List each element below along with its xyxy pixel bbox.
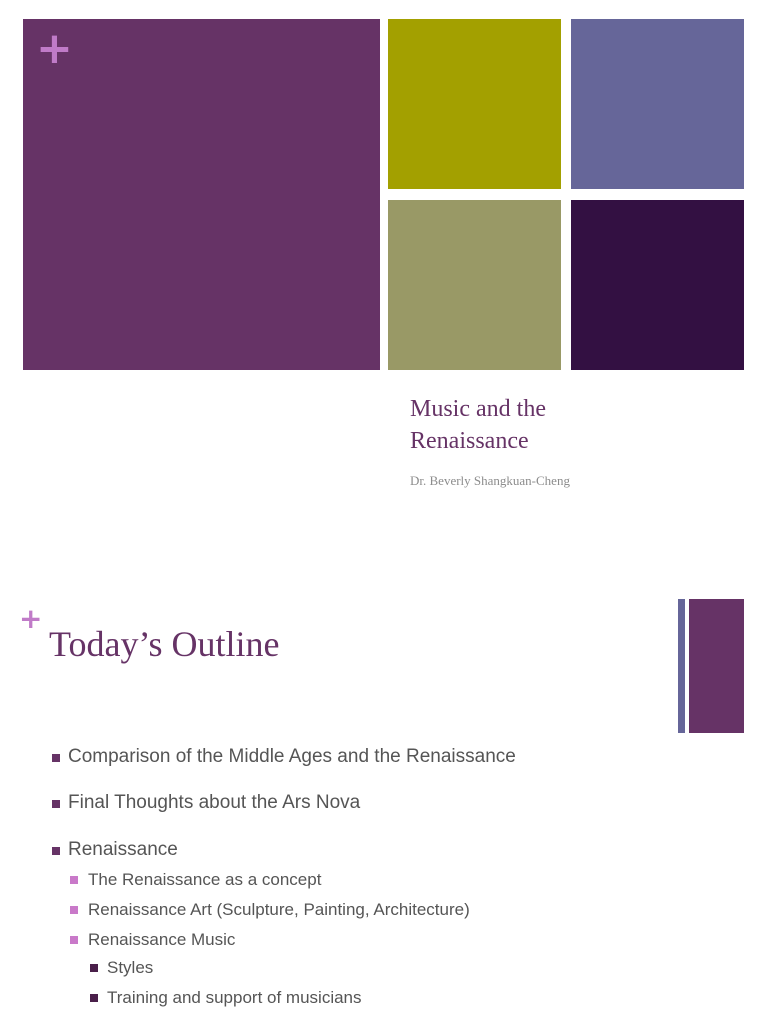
list-item (48, 791, 728, 815)
list-item (48, 869, 728, 891)
plus-icon: + (19, 602, 43, 635)
dark-purple-block (571, 200, 744, 370)
list-item-text: Comparison of the Middle Ages and the Renaissance (68, 746, 516, 767)
outline-slide (0, 560, 768, 1024)
bullet-icon (90, 964, 98, 972)
bullet-icon (70, 876, 78, 884)
accent-bar-purple (689, 599, 744, 733)
bullet-icon (70, 936, 78, 944)
plus-icon: + (36, 23, 73, 74)
large-purple-block (23, 19, 380, 370)
accent-bar-blue (678, 599, 685, 733)
sage-block (388, 200, 561, 370)
bullet-icon (90, 994, 98, 1002)
list-item (48, 929, 728, 951)
list-item-text: Training and support of musicians (107, 988, 362, 1007)
list-item-text: Final Thoughts about the Ars Nova (68, 792, 361, 813)
outline-list (48, 745, 728, 1009)
slide-title-line-1: Music and the (410, 396, 546, 422)
list-item-text: Renaissance Music (88, 930, 236, 949)
list-item-text: Renaissance (68, 839, 178, 860)
bullet-icon (52, 754, 60, 762)
periwinkle-block (571, 19, 744, 189)
bullet-icon (52, 800, 60, 808)
list-item-text: The Renaissance as a concept (88, 870, 322, 889)
outline-title: Today’s Outline (49, 624, 280, 664)
slide-title-line-2: Renaissance (410, 428, 529, 454)
bullet-icon (70, 906, 78, 914)
list-item (48, 899, 728, 921)
olive-block (388, 19, 561, 189)
list-item-text: Styles (107, 958, 154, 977)
list-item-text: Renaissance Art (Sculpture, Painting, Architecture) (88, 900, 470, 919)
list-item (48, 745, 728, 769)
list-item (48, 838, 728, 862)
list-item (48, 957, 728, 979)
author-name: Dr. Beverly Shangkuan-Cheng (410, 473, 570, 488)
list-item (48, 987, 728, 1009)
bullet-icon (52, 847, 60, 855)
